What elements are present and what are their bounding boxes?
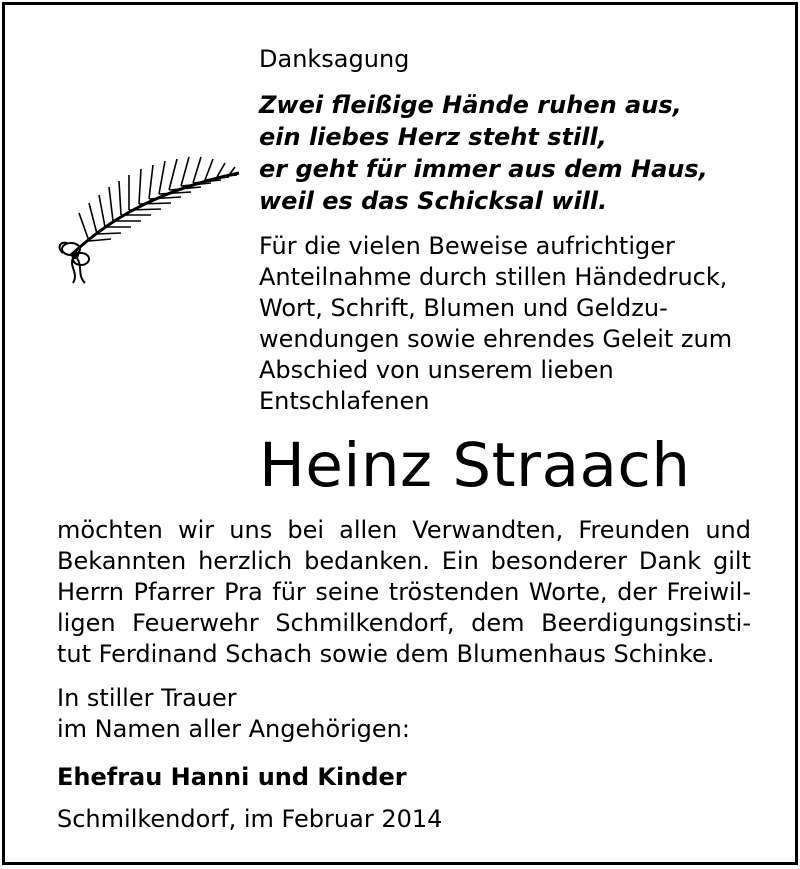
thanks-line: Entschlafenen bbox=[259, 387, 430, 415]
palm-leaf-with-bow-icon bbox=[49, 137, 249, 287]
body-line: Bekannten herzlich bedanken. Ein besonderer Dank gilt bbox=[57, 547, 751, 575]
body-paragraph bbox=[57, 515, 751, 670]
poem bbox=[259, 89, 708, 217]
signoff-line: In stiller Trauer bbox=[57, 684, 237, 712]
signoff bbox=[57, 683, 410, 745]
thanks-line: wendungen sowie ehrendes Geleit zum bbox=[259, 325, 733, 353]
thanks-line: Anteilnahme durch stillen Händedruck, bbox=[259, 263, 728, 291]
thanks-line: Wort, Schrift, Blumen und Geldzu- bbox=[259, 294, 668, 322]
signoff-line: im Namen aller Angehörigen: bbox=[57, 715, 410, 743]
body-line: ligen Feuerwehr Schmilkendorf, dem Beerdigungsinsti- bbox=[57, 609, 751, 637]
heading: Danksagung bbox=[259, 45, 410, 73]
body-line: möchten wir uns bei allen Verwandten, Freunden und bbox=[57, 516, 751, 544]
body-line: tut Ferdinand Schach sowie dem Blumenhaus Schinke. bbox=[57, 640, 715, 668]
poem-line: er geht für immer aus dem Haus, bbox=[259, 155, 708, 183]
deceased-name: Heinz Straach bbox=[259, 430, 691, 501]
family-signature: Ehefrau Hanni und Kinder bbox=[57, 763, 407, 791]
thanks-line: Abschied von unserem lieben bbox=[259, 356, 614, 384]
body-line: Herrn Pfarrer Pra für seine tröstenden Worte, der Freiwil- bbox=[57, 578, 751, 606]
poem-line: ein liebes Herz steht still, bbox=[259, 123, 607, 151]
thanks-line: Für die vielen Beweise aufrichtiger bbox=[259, 232, 675, 260]
place-date: Schmilkendorf, im Februar 2014 bbox=[57, 805, 443, 833]
poem-line: weil es das Schicksal will. bbox=[259, 187, 608, 215]
obituary-frame bbox=[2, 2, 798, 865]
poem-line: Zwei fleißige Hände ruhen aus, bbox=[259, 91, 682, 119]
thanks-paragraph bbox=[259, 231, 732, 417]
